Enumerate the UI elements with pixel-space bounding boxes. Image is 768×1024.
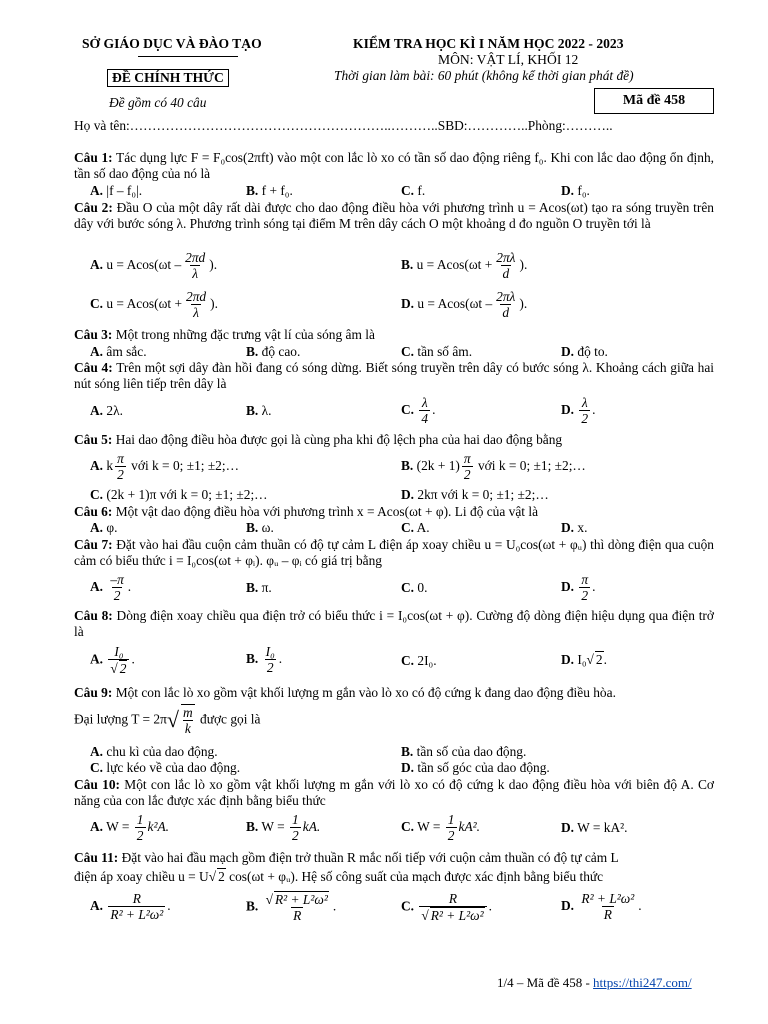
question-label: Câu 5: xyxy=(74,432,113,447)
question-5 xyxy=(74,432,714,448)
option-a[interactable]: A. âm sắc. xyxy=(90,344,147,359)
question-text: Dòng điện xoay chiều qua điện trở có biểu thức i = I₀cos(ωt + φ). Cường độ dòng điện hiệu dụng qua điện trở là xyxy=(74,608,714,640)
question-9-formula: Đại lượng T = 2π√ $\frac{m}{k}$ được gọi là xyxy=(74,705,261,737)
official-label: ĐỀ CHÍNH THỨC xyxy=(107,69,229,87)
question-text: Một trong những đặc trưng vật lí của sóng âm là xyxy=(115,327,375,342)
option-a[interactable]: A. |f – f₀|. xyxy=(90,183,143,198)
question-11 xyxy=(74,850,714,866)
question-6 xyxy=(74,504,714,520)
question-text: Tác dụng lực F = F₀cos(2πft) vào một con lắc lò xo có tần số dao động riêng f₀. Khi con lắc dao động ổn định, tần số dao động của nó là xyxy=(74,150,714,182)
subject-line: MÔN: VẬT LÍ, KHỐI 12 xyxy=(438,52,579,67)
option-a[interactable]: A. k $\frac{\pi}{2}$ với k = 0; ±1; ±2;… xyxy=(90,451,239,483)
option-a[interactable]: A. u = Acos(ωt – $\frac{2\pi d}{\lambda}$ ). xyxy=(90,250,218,282)
option-d[interactable]: D. x. xyxy=(561,520,588,535)
question-label: Câu 7: xyxy=(74,537,113,552)
option-b[interactable]: B. u = Acos(ωt + $\frac{2\pi\lambda}{d}$ ). xyxy=(401,250,528,282)
time-line: Thời gian làm bài: 60 phút (không kể thời gian phát đề) xyxy=(334,68,634,83)
option-a[interactable]: A. $\frac{-\pi}{2}$ . xyxy=(90,572,132,604)
option-d[interactable]: D. 2kπ với k = 0; ±1; ±2;… xyxy=(401,487,549,502)
question-10 xyxy=(74,777,714,809)
option-a[interactable]: A. $\frac{R}{\text{R² + L²ω²}}$ . xyxy=(90,891,171,923)
option-c[interactable]: C. $\frac{R}{\text{√ R² + L²ω²}}$ . xyxy=(401,891,492,924)
option-b[interactable]: B. $\frac{\text{√ R² + L²ω²}}{R}$ . xyxy=(246,892,337,924)
question-label: Câu 9: xyxy=(74,685,113,700)
option-c[interactable]: C. u = Acos(ωt + $\frac{2\pi d}{\lambda}$ ). xyxy=(90,289,218,321)
question-label: Câu 1: xyxy=(74,150,113,165)
option-d[interactable]: D. W = kA². xyxy=(561,820,628,835)
option-b[interactable]: B. f + f₀. xyxy=(246,183,293,198)
option-d[interactable]: D. $\frac{\text{R² + L²ω²}}{R}$ . xyxy=(561,891,642,923)
option-d[interactable]: D. $\frac{\lambda}{2}$ . xyxy=(561,395,596,427)
option-d[interactable]: D. f₀. xyxy=(561,183,590,198)
option-d[interactable]: D. $\frac{\pi}{2}$ . xyxy=(561,572,596,604)
option-a[interactable]: A. φ. xyxy=(90,520,118,535)
option-c[interactable]: C. $\frac{\lambda}{4}$ . xyxy=(401,395,436,427)
page-footer xyxy=(497,975,692,991)
option-c[interactable]: C. A. xyxy=(401,520,430,535)
question-count: Đề gồm có 40 câu xyxy=(109,95,207,110)
question-label: Câu 8: xyxy=(74,608,113,623)
footer-link[interactable]: https://thi247.com/ xyxy=(593,975,692,990)
option-b[interactable]: B. $\frac{\text{I₀}}{2}$ . xyxy=(246,644,283,676)
question-label: Câu 3: xyxy=(74,327,113,342)
option-b[interactable]: B. π. xyxy=(246,580,272,595)
question-text: Một vật dao động điều hòa với phương trình x = Acos(ωt + φ). Li độ của vật là xyxy=(115,504,539,519)
option-d[interactable]: D. I₀√ 2. xyxy=(561,652,607,667)
option-c[interactable]: C. 2I₀. xyxy=(401,653,437,668)
option-c[interactable]: C. 0. xyxy=(401,580,428,595)
question-4 xyxy=(74,360,714,392)
option-d[interactable]: D. tần số góc của dao động. xyxy=(401,760,550,775)
question-3 xyxy=(74,327,714,343)
dept-name: SỞ GIÁO DỤC VÀ ĐÀO TẠO xyxy=(82,36,262,51)
question-text: Một con lắc lò xo gồm vật khối lượng m gắn với lò xo có độ cứng k dao động điều hòa với biên độ A. Cơ năng của con lắc được xác định bằng biểu thức xyxy=(74,777,714,809)
option-b[interactable]: B. (2k + 1) $\frac{\pi}{2}$ với k = 0; ±1; ±2;… xyxy=(401,451,586,483)
exam-title: KIỂM TRA HỌC KÌ I NĂM HỌC 2022 - 2023 xyxy=(353,36,624,51)
question-8 xyxy=(74,608,714,640)
student-info-line: Họ và tên:…………………………………………………..………..SBD:…………..Phòng:……….. xyxy=(74,118,613,133)
question-11-line2: điện áp xoay chiều u = U√ 2 cos(ωt + φᵤ). Hệ số công suất của mạch được xác định bằng biểu thức xyxy=(74,869,604,884)
question-text: Trên một sợi dây đàn hồi đang có sóng dừng. Biết sóng truyền trên dây có bước sóng λ. Khoảng cách giữa hai nút sóng liên tiếp trên dây là xyxy=(74,360,714,392)
question-2 xyxy=(74,200,714,232)
option-b[interactable]: B. tần số của dao động. xyxy=(401,744,527,759)
exam-code-box: Mã đề 458 xyxy=(594,88,714,114)
question-9 xyxy=(74,685,714,701)
question-label: Câu 4: xyxy=(74,360,113,375)
question-7 xyxy=(74,537,714,569)
question-text: Hai dao động điều hòa được gọi là cùng pha khi độ lệch pha của hai dao động bằng xyxy=(115,432,563,447)
option-c[interactable]: C. lực kéo về của dao động. xyxy=(90,760,241,775)
option-d[interactable]: D. u = Acos(ωt – $\frac{2\pi\lambda}{d}$ ). xyxy=(401,289,528,321)
option-a[interactable]: A. chu kì của dao động. xyxy=(90,744,218,759)
question-1 xyxy=(74,150,714,182)
question-text: Đặt vào hai đầu cuộn cảm thuần có độ tự cảm L điện áp xoay chiều u = U₀cos(ωt + φᵤ) thì dòng điện qua cuộn cảm có biểu thức i = I₀cos(ωt + φᵢ). φᵤ – φᵢ có giá trị bằng xyxy=(74,537,714,569)
footer-text: 1/4 – Mã đề 458 - xyxy=(497,975,594,990)
option-a[interactable]: A. W = $\frac{1}{2}$ k²A. xyxy=(90,812,169,844)
question-label: Câu 6: xyxy=(74,504,113,519)
question-label: Câu 10: xyxy=(74,777,120,792)
option-b[interactable]: B. λ. xyxy=(246,403,272,418)
question-text: Một con lắc lò xo gồm vật khối lượng m gắn vào lò xo có độ cứng k đang dao động điều hòa. xyxy=(115,685,616,700)
question-text: Đầu O của một dây rất dài được cho dao động điều hòa với phương trình u = Acos(ωt) tạo ra sóng truyền trên dây với bước sóng λ. Phương trình sóng tại điểm M trên dây cách O một khoảng d đo nguồn O truyền tới là xyxy=(74,200,714,232)
option-c[interactable]: C. W = $\frac{1}{2}$ kA². xyxy=(401,812,480,844)
option-a[interactable]: A. $\frac{\text{I₀}}{√ 2}$ . xyxy=(90,644,135,677)
dept-underline xyxy=(138,56,238,57)
question-text: Đặt vào hai đầu mạch gồm điện trở thuần R mắc nối tiếp với cuộn cảm thuần có độ tự cảm L xyxy=(121,850,619,865)
option-c[interactable]: C. (2k + 1)π với k = 0; ±1; ±2;… xyxy=(90,487,268,502)
option-b[interactable]: B. ω. xyxy=(246,520,274,535)
option-b[interactable]: B. W = $\frac{1}{2}$ kA. xyxy=(246,812,321,844)
option-d[interactable]: D. độ to. xyxy=(561,344,608,359)
question-label: Câu 2: xyxy=(74,200,113,215)
question-label: Câu 11: xyxy=(74,850,119,865)
option-b[interactable]: B. độ cao. xyxy=(246,344,301,359)
option-c[interactable]: C. tần số âm. xyxy=(401,344,473,359)
option-c[interactable]: C. f. xyxy=(401,183,426,198)
option-a[interactable]: A. 2λ. xyxy=(90,403,123,418)
